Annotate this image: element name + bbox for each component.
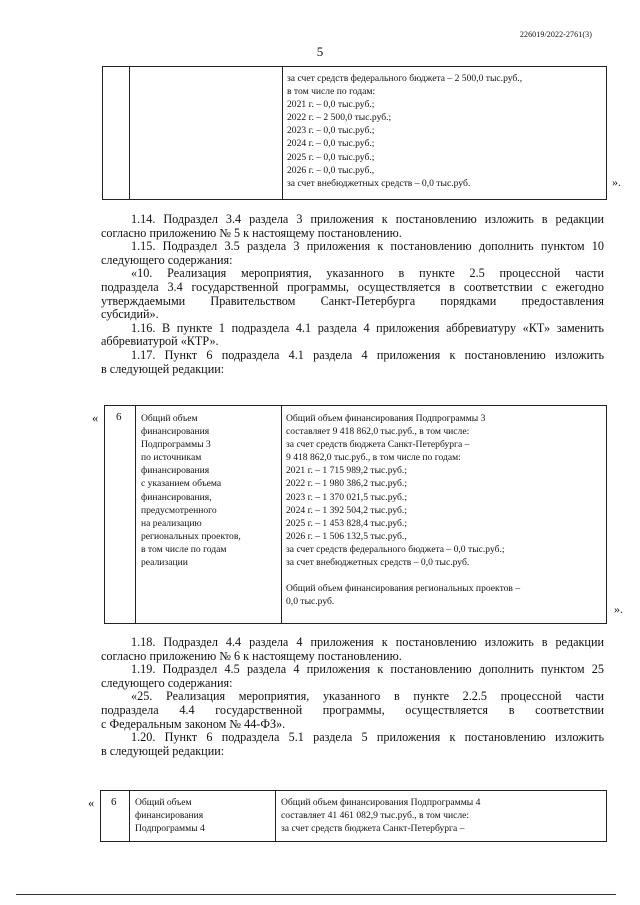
paragraph-line: согласно приложению № 5 к настоящему постановлению. (101, 225, 402, 240)
paragraph-line: 1.14. Подраздел 3.4 раздела 3 приложения к постановлению изложить в редакции (131, 212, 604, 226)
document-number: 226019/2022-2761(3) (519, 30, 592, 39)
table-line: реализации (141, 557, 188, 569)
paragraph-line: подраздела 4.4 государственной программы, осуществляется в соответствии (101, 702, 604, 717)
table-line: Подпрограммы 4 (135, 823, 205, 835)
table-cell-indicator (135, 796, 205, 835)
table-line: за счет внебюджетных средств – 0,0 тыс.руб. (287, 177, 471, 189)
table-subprogram-4 (100, 790, 607, 842)
paragraph-line: 1.19. Подраздел 4.5 раздела 4 приложения к постановлению дополнить пунктом 25 (131, 662, 604, 677)
table-column-divider (129, 67, 130, 199)
table-line: за счет средств федерального бюджета – 0,0 тыс.руб.; (286, 543, 505, 555)
table-line: Общий объем финансирования Подпрограммы 3 (286, 413, 486, 424)
table-row-number: 6 (111, 796, 117, 808)
table-line: 0,0 тыс.руб. (286, 596, 335, 608)
table-column-divider (129, 791, 130, 841)
table-line: предусмотренного (141, 504, 217, 516)
paragraph-line: 1.20. Пункт 6 подраздела 5.1 раздела 5 приложения к постановлению изложить (131, 730, 604, 745)
table-line: на реализацию (141, 517, 202, 529)
table-line: Подпрограммы 3 (141, 439, 211, 451)
table-line: 2026 г. – 0,0 тыс.руб., (287, 164, 375, 176)
paragraph-line: следующего содержания: (101, 252, 233, 267)
table-line: с указанием объема (141, 478, 222, 490)
table-column-divider (282, 67, 283, 199)
opening-quote: « (92, 411, 99, 425)
table-cell-funding (286, 412, 520, 608)
paragraph-line: 1.16. В пункте 1 подраздела 4.1 раздела 4 приложения аббревиатуру «КТ» заменить (131, 320, 604, 335)
table-line: финансирования, (141, 491, 212, 503)
page-bottom-rule (16, 894, 616, 895)
table-line: 2025 г. – 1 453 828,4 тыс.руб.; (286, 517, 407, 529)
paragraph-line: «10. Реализация мероприятия, указанного в пункте 2.5 процессной части (131, 266, 604, 281)
paragraph-line: 1.17. Пункт 6 подраздела 4.1 раздела 4 приложения к постановлению изложить (131, 347, 604, 362)
table-line: за счет средств бюджета Санкт-Петербурга – (281, 823, 465, 835)
paragraphs-1-18-to-1-20 (101, 636, 604, 758)
table-line: Общий объем (135, 797, 192, 808)
paragraph-line: «25. Реализация мероприятия, указанного в пункте 2.2.5 процессной части (131, 689, 604, 704)
paragraph-line: субсидий». (101, 307, 159, 322)
page-number: 5 (316, 44, 324, 59)
paragraphs-1-14-to-1-17 (101, 213, 604, 376)
paragraph-line: согласно приложению № 6 к настоящему постановлению. (101, 648, 402, 663)
table-line: финансирования (141, 426, 210, 438)
table-line: финансирования (141, 465, 210, 477)
paragraph-line: подраздела 3.4 государственной программы, осуществляется в соответствии с ежегодно (101, 279, 604, 294)
table-line: за счет средств бюджета Санкт-Петербурга – (286, 439, 470, 451)
table-line: Общий объем финансирования Подпрограммы 4 (281, 797, 481, 808)
table-federal-continuation (102, 66, 607, 200)
paragraph-line: 1.18. Подраздел 4.4 раздела 4 приложения к постановлению изложить в редакции (131, 635, 604, 649)
closing-quote: ». (612, 175, 621, 189)
table-line: финансирования (135, 810, 204, 822)
table-line: региональных проектов, (141, 530, 241, 542)
table-line: 2021 г. – 0,0 тыс.руб.; (287, 99, 375, 111)
table-column-divider (281, 406, 282, 623)
table-column-divider (135, 406, 136, 623)
table-line: составляет 41 461 082,9 тыс.руб., в том числе: (281, 810, 470, 822)
table-cell-funding (281, 796, 480, 835)
table-column-divider (275, 791, 276, 841)
paragraph-line: 1.15. Подраздел 3.5 раздела 3 приложения к постановлению дополнить пунктом 10 (131, 239, 604, 254)
paragraph-line: аббревиатурой «КТР». (101, 334, 219, 349)
table-line: составляет 9 418 862,0 тыс.руб., в том числе: (286, 426, 470, 438)
paragraph-line: следующего содержания: (101, 675, 233, 690)
table-line: 2021 г. – 1 715 989,2 тыс.руб.; (286, 465, 407, 477)
table-line: 2022 г. – 2 500,0 тыс.руб.; (287, 112, 392, 124)
table-line: за счет внебюджетных средств – 0,0 тыс.руб. (286, 557, 470, 569)
table-line: 2026 г. – 1 506 132,5 тыс.руб., (286, 530, 407, 542)
table-line: 2023 г. – 0,0 тыс.руб.; (287, 125, 375, 137)
table-line: 2025 г. – 0,0 тыс.руб.; (287, 151, 375, 163)
paragraph-line: утверждаемыми Правительством Санкт-Петербурга порядками предоставления (101, 293, 604, 308)
table-line: в том числе по годам: (287, 86, 376, 98)
table-cell-indicator (141, 412, 241, 569)
table-line: за счет средств федерального бюджета – 2 500,0 тыс.руб., (287, 73, 523, 84)
opening-quote: « (88, 796, 95, 810)
table-line: 2024 г. – 1 392 504,2 тыс.руб.; (286, 504, 407, 516)
table-subprogram-3 (104, 405, 607, 624)
table-line: в том числе по годам (141, 543, 227, 555)
table-row-number: 6 (116, 411, 122, 423)
paragraph-line: в следующей редакции: (101, 361, 225, 376)
table-line: Общий объем (141, 413, 198, 424)
table-line: Общий объем финансирования региональных проектов – (286, 583, 521, 595)
table-line: 2023 г. – 1 370 021,5 тыс.руб.; (286, 491, 407, 503)
closing-quote: ». (614, 602, 623, 616)
table-line: 2022 г. – 1 980 386,2 тыс.руб.; (286, 478, 407, 490)
paragraph-line: в следующей редакции: (101, 743, 225, 758)
table-line: 2024 г. – 0,0 тыс.руб.; (287, 138, 375, 150)
table-cell-funding (287, 72, 522, 190)
paragraph-line: с Федеральным законом № 44-ФЗ». (101, 716, 286, 731)
table-line: 9 418 862,0 тыс.руб., в том числе по годам: (286, 452, 461, 464)
table-line: по источникам (141, 452, 202, 464)
